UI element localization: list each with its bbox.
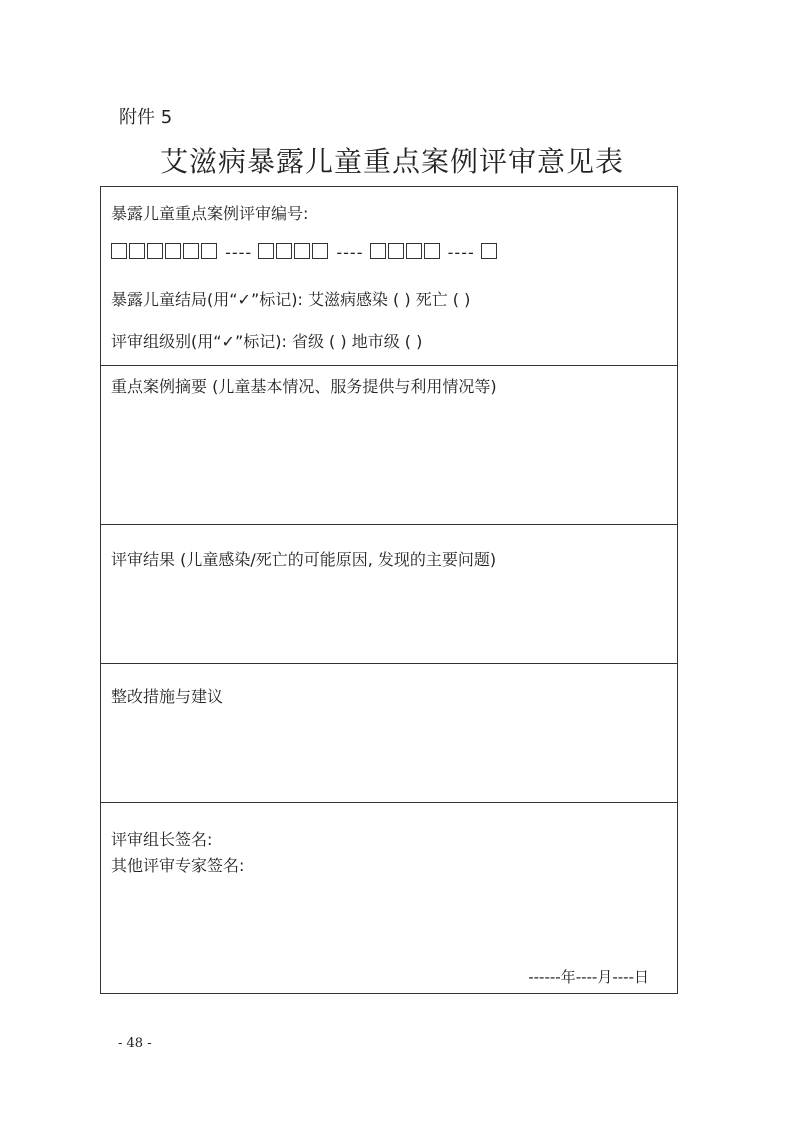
number-box[interactable]: [481, 243, 497, 259]
review-level-line: 评审组级别(用“✓”标记): 省级 ( ) 地市级 ( ): [111, 332, 423, 351]
attachment-label: 附件 5: [119, 107, 173, 128]
number-box[interactable]: [388, 243, 404, 259]
number-box[interactable]: [312, 243, 328, 259]
number-box[interactable]: [406, 243, 422, 259]
number-box[interactable]: [424, 243, 440, 259]
review-form-table: [100, 186, 678, 994]
document-title: 艾滋病暴露儿童重点案例评审意见表: [160, 145, 625, 178]
number-separator: ----: [447, 243, 475, 262]
case-summary-label: 重点案例摘要 (儿童基本情况、服务提供与利用情况等): [111, 377, 497, 396]
number-box[interactable]: [183, 243, 199, 259]
outcome-line: 暴露儿童结局(用“✓”标记): 艾滋病感染 ( ) 死亡 ( ): [111, 290, 471, 309]
leader-signature-label: 评审组长签名:: [111, 830, 213, 849]
signature-section[interactable]: [101, 802, 677, 993]
review-result-section[interactable]: [101, 524, 677, 663]
experts-signature-label: 其他评审专家签名:: [111, 856, 245, 875]
date-line: ------年----月----日: [528, 968, 649, 986]
number-box[interactable]: [201, 243, 217, 259]
number-box[interactable]: [165, 243, 181, 259]
number-box[interactable]: [129, 243, 145, 259]
case-summary-section[interactable]: [101, 365, 677, 524]
number-box[interactable]: [370, 243, 386, 259]
review-number-label: 暴露儿童重点案例评审编号:: [111, 204, 309, 223]
measures-label: 整改措施与建议: [111, 687, 224, 706]
review-number-boxes: [111, 243, 499, 262]
number-box[interactable]: [147, 243, 163, 259]
number-separator: ----: [225, 243, 253, 262]
page-number: - 48 -: [118, 1036, 152, 1051]
number-box[interactable]: [258, 243, 274, 259]
review-result-label: 评审结果 (儿童感染/死亡的可能原因, 发现的主要问题): [111, 550, 497, 569]
number-box[interactable]: [276, 243, 292, 259]
number-box[interactable]: [111, 243, 127, 259]
number-separator: ----: [336, 243, 364, 262]
number-box[interactable]: [294, 243, 310, 259]
measures-section[interactable]: [101, 663, 677, 802]
info-section: [101, 187, 677, 365]
